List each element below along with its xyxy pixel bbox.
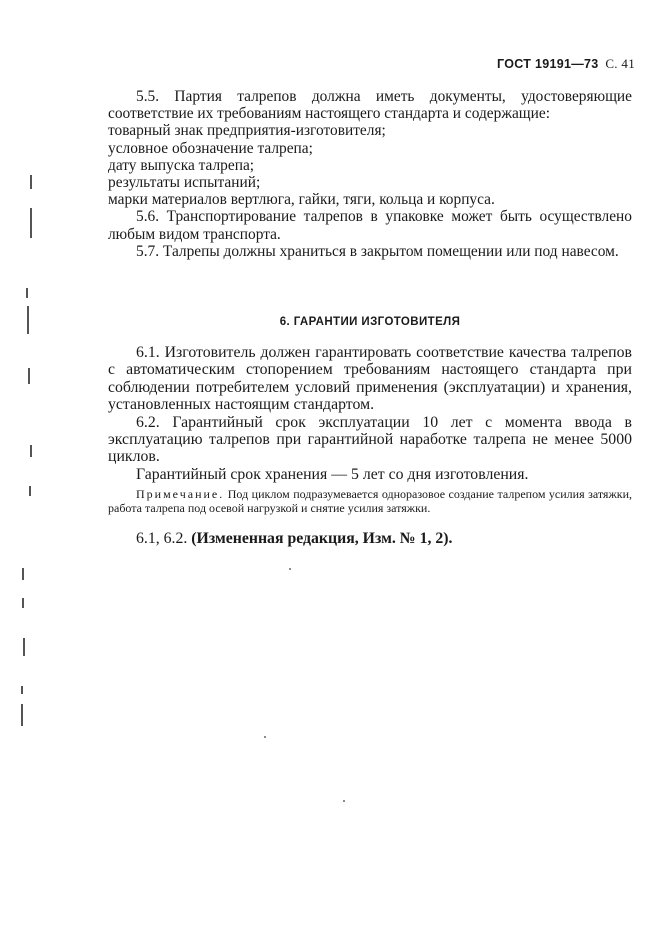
list-item: марки материалов вертлюга, гайки, тяги, кольца и корпуса. — [108, 191, 495, 209]
page-header — [497, 56, 635, 72]
page-number: С. 41 — [605, 56, 635, 71]
scan-mark — [22, 568, 24, 580]
section-6-title: 6. ГАРАНТИИ ИЗГОТОВИТЕЛЯ — [279, 316, 461, 328]
note-label: Примечание. — [136, 487, 225, 501]
scan-mark — [22, 598, 24, 608]
scan-mark — [30, 175, 32, 189]
scan-mark — [30, 445, 32, 457]
scan-mark — [21, 704, 23, 726]
standard-number: ГОСТ 19191—73 — [497, 57, 599, 71]
clause-5-6: 5.6. Транспортирование талрепов в упаковке может быть осуществлено любым видом транспорта. — [108, 208, 632, 243]
amendment-clauses: 6.1, 6.2. — [136, 530, 188, 547]
scan-mark — [30, 208, 32, 238]
note-text: Под циклом подразумевается одноразовое создание талрепом усилия затяжки, работа талрепа под осевой нагрузкой и снятие усилия затяжки. — [108, 487, 632, 515]
list-item: дату выпуска талрепа; — [108, 156, 255, 174]
list-item: условное обозначение талрепа; — [108, 139, 313, 157]
scan-dot — [264, 736, 266, 738]
scan-mark — [29, 486, 31, 496]
section-6-body — [108, 344, 632, 483]
scan-dot — [289, 568, 291, 570]
scan-mark — [27, 306, 29, 334]
note — [108, 487, 632, 515]
amendment-line — [136, 530, 452, 548]
storage-warranty: Гарантийный срок хранения — 5 лет со дня изготовления. — [136, 465, 529, 483]
document-requirements-list — [108, 122, 632, 208]
scan-mark — [21, 686, 23, 694]
clause-5-5: 5.5. Партия талрепов должна иметь документы, удостоверяющие соответствие их требованиям настоящего стандарта и содержащие: — [108, 88, 632, 123]
section-5-continuation — [108, 88, 632, 260]
clause-6-1: 6.1. Изготовитель должен гарантировать соответствие качества талрепов с автоматическим стопорением требованиям настоящего стандарта при соблюдении потребителем условий применения (эксплуатации) и хранения, установленных настоящим стандартом. — [108, 344, 632, 414]
clause-6-2: 6.2. Гарантийный срок эксплуатации 10 лет с момента ввода в эксплуатацию талрепов при гарантийной наработке талрепа не менее 5000 циклов. — [108, 413, 632, 466]
scan-mark — [26, 288, 28, 298]
scan-mark — [28, 368, 30, 384]
list-item: результаты испытаний; — [108, 174, 261, 192]
scan-mark — [23, 638, 25, 656]
amendment-text: (Измененная редакция, Изм. № 1, 2). — [191, 530, 453, 547]
clause-5-7: 5.7. Талрепы должны храниться в закрытом помещении или под навесом. — [136, 242, 619, 260]
list-item: товарный знак предприятия-изготовителя; — [108, 122, 386, 140]
scan-dot — [343, 800, 345, 802]
